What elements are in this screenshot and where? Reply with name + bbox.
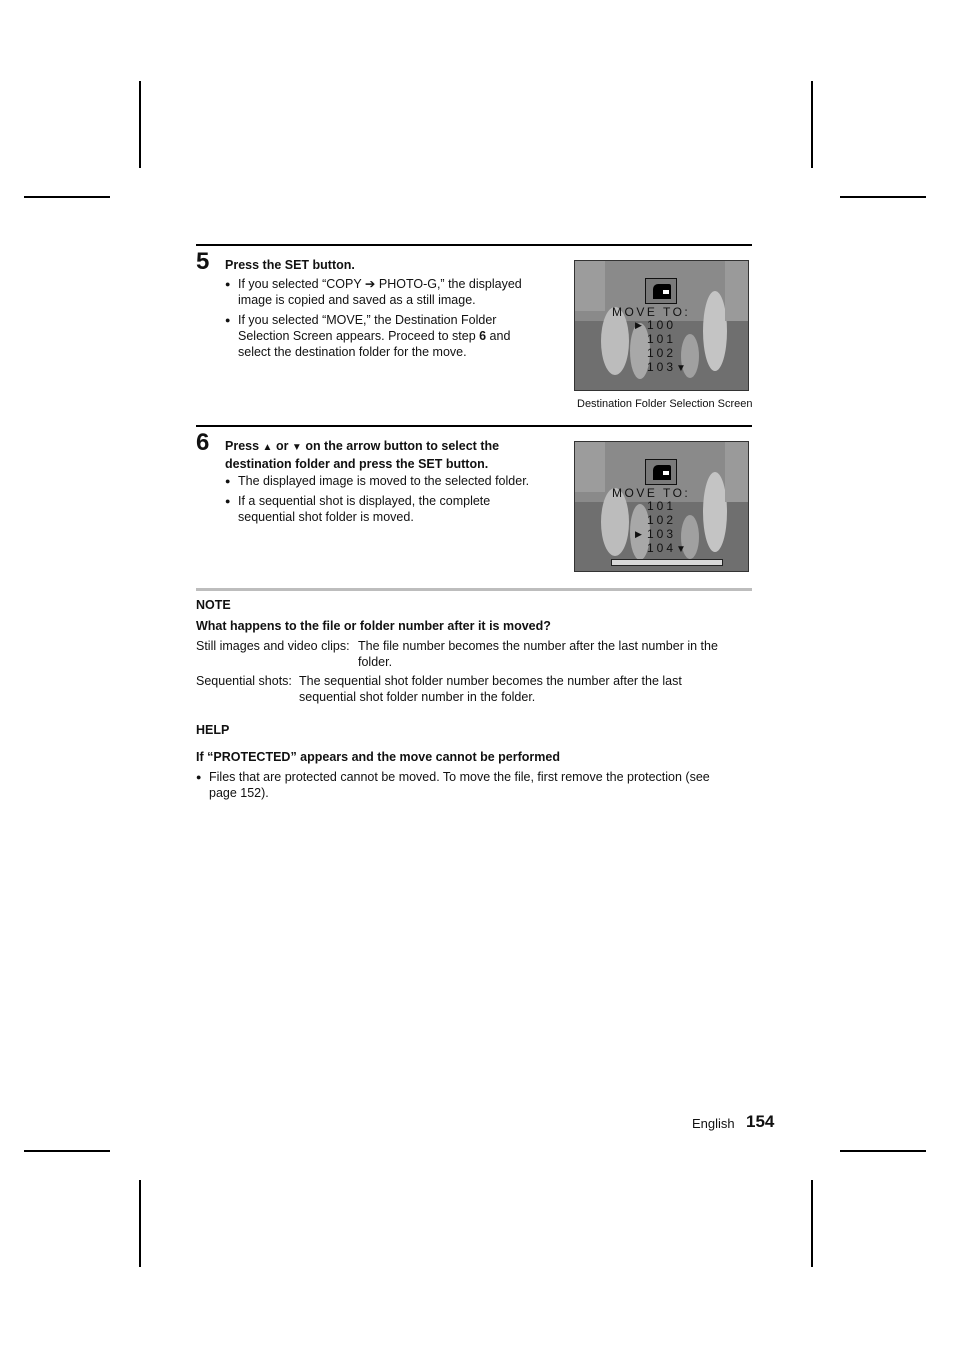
page-number: 154 [746, 1112, 775, 1131]
crop-mark [24, 1150, 110, 1152]
help-question: If “PROTECTED” appears and the move cannot be performed [196, 750, 560, 764]
note-term: Still images and video clips: [196, 639, 350, 653]
screen-caption: Destination Folder Selection Screen [577, 398, 753, 410]
folder-number: 103 [647, 360, 677, 374]
folder-number: 102 [647, 513, 677, 527]
triangle-right-icon: ▶ [635, 529, 645, 539]
crop-mark [139, 1180, 141, 1267]
folder-option [635, 513, 686, 527]
folder-option [635, 318, 686, 332]
move-to-label: MOVE TO: [612, 486, 691, 500]
folder-option [635, 527, 686, 541]
step-divider [196, 244, 752, 246]
folder-option [635, 499, 686, 513]
heading-text: Press [225, 439, 260, 453]
bullet-item: ● If a sequential shot is displayed, the complete sequential shot folder is moved. [225, 493, 545, 525]
memory-card-folder-icon [645, 278, 677, 304]
crop-mark [139, 81, 141, 168]
step-heading [225, 438, 555, 472]
folder-option [635, 541, 686, 555]
folder-number: 101 [647, 332, 677, 346]
crop-mark [840, 196, 926, 198]
triangle-down-icon: ▼ [291, 442, 302, 453]
crop-mark [840, 1150, 926, 1152]
bullet-item: ● If you selected “MOVE,” the Destination Folder Selection Screen appears. Proceed to step 6 and select the destination folder for the move. [225, 312, 545, 360]
bullet-item: ● Files that are protected cannot be moved. To move the file, first remove the protection (see page 152). [196, 769, 736, 801]
folder-list [635, 499, 686, 555]
note-label: NOTE [196, 598, 231, 612]
bullet-item: ● The displayed image is moved to the selected folder. [225, 473, 545, 489]
camera-screen [574, 441, 749, 572]
heading-text: on the arrow button to select the destination folder and press the SET button. [225, 439, 500, 471]
move-to-label: MOVE TO: [612, 305, 691, 319]
folder-number: 101 [647, 499, 677, 513]
help-label: HELP [196, 723, 230, 737]
step-bullets [225, 276, 545, 364]
step-heading: Press the SET button. [225, 258, 355, 272]
note-term: Sequential shots: [196, 674, 292, 688]
step-bullets [225, 473, 545, 529]
folder-option [635, 332, 686, 346]
bullet-item: ● If you selected “COPY ➔ PHOTO-G,” the displayed image is copied and saved as a still image. [225, 276, 545, 308]
memory-card-folder-icon [645, 459, 677, 485]
note-question: What happens to the file or folder number after it is moved? [196, 619, 551, 633]
camera-screen [574, 260, 749, 391]
step-number: 5 [196, 248, 210, 275]
folder-list [635, 318, 686, 374]
triangle-up-icon: ▲ [262, 442, 273, 453]
footer-language: English [692, 1116, 735, 1131]
step-reference: 6 [479, 329, 487, 343]
note-desc: The sequential shot folder number becomes the number after the last sequential shot folder number in the folder. [299, 674, 682, 704]
folder-option [635, 346, 686, 360]
heading-text: or [275, 439, 289, 453]
triangle-down-icon: ▼ [676, 544, 686, 555]
crop-mark [811, 1180, 813, 1267]
crop-mark [24, 196, 110, 198]
folder-option [635, 360, 686, 374]
step-divider [196, 425, 752, 427]
note-desc: The file number becomes the number after the last number in the folder. [358, 639, 718, 669]
folder-number: 104 [647, 541, 677, 555]
folder-number: 103 [647, 527, 677, 541]
folder-number: 102 [647, 346, 677, 360]
progress-bar [611, 559, 723, 566]
step-number: 6 [196, 429, 210, 456]
crop-mark [811, 81, 813, 168]
folder-number: 100 [647, 318, 677, 332]
section-divider [196, 588, 752, 591]
help-bullets [196, 769, 736, 805]
triangle-right-icon: ▶ [635, 320, 645, 330]
triangle-down-icon: ▼ [676, 363, 686, 374]
